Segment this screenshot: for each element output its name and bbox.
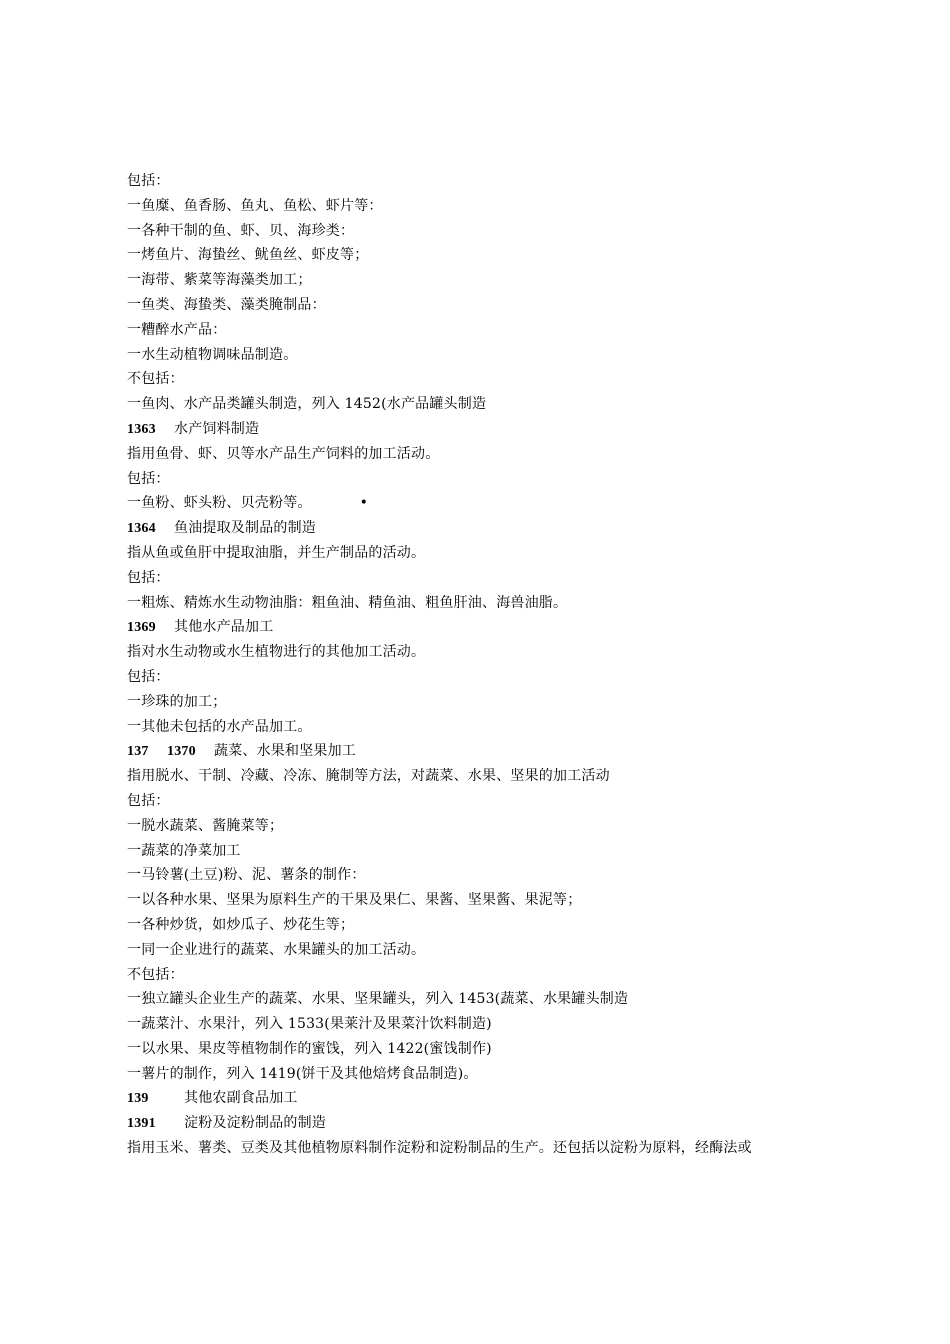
list-item: 一脱水蔬菜、酱腌菜等； — [127, 817, 284, 834]
text-line: 包括： — [127, 173, 170, 189]
section-title: 其他农副食品加工 — [184, 1090, 298, 1107]
list-item: 一各种炒货，如炒瓜子、炒花生等； — [127, 916, 355, 933]
section-code: 1391 — [127, 1116, 156, 1132]
section-heading — [127, 1086, 927, 1111]
section-code-secondary: 1370 — [167, 744, 196, 760]
text-line: 指从鱼或鱼肝中提取油脂，并生产制品的活动。 — [127, 544, 426, 561]
list-item: 一鱼类、海蛰类、藻类腌制品： — [127, 296, 326, 313]
section-title: 蔬菜、水果和坚果加工 — [214, 743, 356, 760]
text-line: 包括： — [127, 792, 170, 809]
list-item: 一其他未包括的水产品加工。 — [127, 718, 312, 735]
list-item: 一独立罐头企业生产的蔬菜、水果、坚果罐头，列入 1453(蔬菜、水果罐头制造 — [127, 991, 629, 1008]
section-heading — [127, 417, 927, 442]
text-line: 包括： — [127, 569, 170, 586]
list-item: 一蔬菜汁、水果汁，列入 1533(果莱汁及果菜汁饮料制造) — [127, 1016, 492, 1033]
bullet-mark: • — [359, 495, 369, 512]
list-item: 一以水果、果皮等植物制作的蜜饯，列入 1422(蜜饯制作) — [127, 1040, 492, 1057]
document-page — [127, 169, 927, 1161]
list-item: 一以各种水果、坚果为原料生产的干果及果仁、果酱、坚果酱、果泥等； — [127, 892, 582, 909]
section-code: 139 — [127, 1091, 149, 1107]
section-title: 其他水产品加工 — [174, 619, 274, 636]
list-item: 一同一企业进行的蔬菜、水果罐头的加工活动。 — [127, 941, 426, 958]
list-item: 一珍珠的加工； — [127, 693, 227, 710]
section-code: 1364 — [127, 521, 156, 537]
section-title: 淀粉及淀粉制品的制造 — [184, 1115, 326, 1132]
list-item: 一蔬菜的净菜加工 — [127, 842, 241, 859]
list-item: 一鱼肉、水产品类罐头制造，列入 1452(水产品罐头制造 — [127, 396, 487, 413]
text-line: 不包括： — [127, 966, 184, 983]
text-line: 指用脱水、干制、冷藏、冷冻、腌制等方法，对蔬菜、水果、坚果的加工活动 — [127, 768, 610, 785]
section-code: 1363 — [127, 421, 156, 437]
list-item: 一马铃薯(土豆)粉、泥、薯条的制作： — [127, 867, 366, 884]
list-item: 一各种干制的鱼、虾、贝、海珍类： — [127, 222, 355, 239]
section-heading — [127, 516, 927, 541]
section-code: 1369 — [127, 620, 156, 636]
list-item: 一鱼糜、鱼香肠、鱼丸、鱼松、虾片等： — [127, 197, 383, 214]
list-item: 一粗炼、精炼水生动物油脂：粗鱼油、精鱼油、粗鱼肝油、海兽油脂。 — [127, 594, 568, 611]
section-code: 137 — [127, 744, 149, 760]
list-item: 一薯片的制作，列入 1419(饼干及其他焙烤食品制造)。 — [127, 1065, 478, 1082]
list-item: 一水生动植物调味品制造。 — [127, 346, 298, 363]
text-line: 指用玉米、薯类、豆类及其他植物原料制作淀粉和淀粉制品的生产。还包括以淀粉为原料，经酶法或 — [127, 1140, 752, 1157]
section-heading — [127, 615, 927, 640]
list-item: 一糟醉水产品： — [127, 321, 227, 338]
text-line: 指对水生动物或水生植物进行的其他加工活动。 — [127, 644, 426, 661]
list-item: 一海带、紫菜等海藻类加工； — [127, 272, 312, 289]
text-line: 包括： — [127, 470, 170, 487]
text-line: 不包括： — [127, 371, 184, 388]
text-line: 指用鱼骨、虾、贝等水产品生产饲料的加工活动。 — [127, 445, 440, 462]
list-item: 一烤鱼片、海蛰丝、鱿鱼丝、虾皮等； — [127, 247, 369, 264]
list-item: 一鱼粉、虾头粉、贝壳粉等。 • — [127, 491, 927, 516]
section-title: 鱼油提取及制品的制造 — [174, 520, 316, 537]
text-line: 包括： — [127, 668, 170, 685]
section-heading — [127, 739, 927, 764]
section-heading — [127, 1111, 927, 1136]
section-title: 水产饲料制造 — [174, 420, 260, 437]
